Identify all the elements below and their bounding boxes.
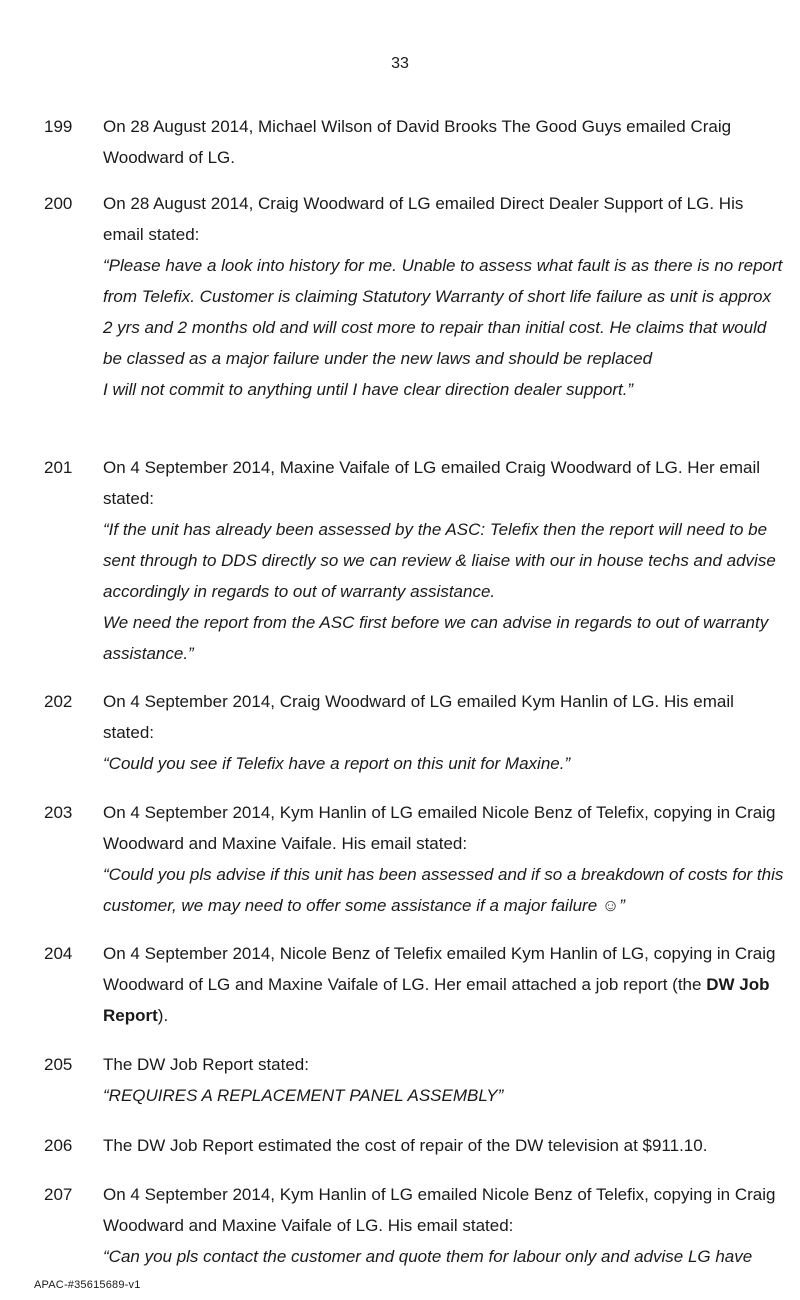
paragraph-text: The DW Job Report stated: bbox=[103, 1055, 309, 1074]
email-quote: “If the unit has already been assessed by the ASC: Telefix then the report will need to be sent through to DDS directly so we can review & liaise with our in house techs and advise accordingly in regards to out of warranty assistance. bbox=[103, 520, 776, 601]
paragraph-text: On 4 September 2014, Nicole Benz of Telefix emailed Kym Hanlin of LG, copying in Craig Woodward of LG and Maxine Vaifale of LG. Her email attached a job report (the bbox=[103, 944, 776, 994]
paragraph-text: The DW Job Report estimated the cost of repair of the DW television at $911.10. bbox=[103, 1136, 708, 1155]
paragraph-text: On 4 September 2014, Kym Hanlin of LG emailed Nicole Benz of Telefix, copying in Craig Woodward and Maxine Vaifale. His email stated: bbox=[103, 803, 776, 853]
document-reference-footer: APAC-#35615689-v1 bbox=[34, 1279, 141, 1291]
paragraph-text: On 28 August 2014, Craig Woodward of LG emailed Direct Dealer Support of LG. His email stated: bbox=[103, 194, 744, 244]
email-quote: “Please have a look into history for me. Unable to assess what fault is as there is no report from Telefix. Customer is claiming Statutory Warranty of short life failure as unit is approx 2 yrs and 2 months old and will cost more to repair than initial cost. He claims that would be classed as a major failure under the new laws and should be replaced bbox=[103, 256, 783, 368]
email-quote: “Can you pls contact the customer and quote them for labour only and advise LG have bbox=[103, 1247, 753, 1266]
email-quote: “REQUIRES A REPLACEMENT PANEL ASSEMBLY” bbox=[103, 1086, 504, 1105]
paragraph-number: 202 bbox=[44, 692, 73, 711]
paragraph-text: On 28 August 2014, Michael Wilson of David Brooks The Good Guys emailed Craig Woodward of LG. bbox=[103, 117, 732, 167]
paragraph-text-tail: ). bbox=[157, 1006, 169, 1025]
paragraph-number: 204 bbox=[44, 944, 73, 963]
email-quote-continued: I will not commit to anything until I have clear direction dealer support.” bbox=[103, 380, 634, 399]
page-number: 33 bbox=[391, 55, 409, 72]
defined-term: DW Job Report bbox=[103, 975, 770, 1025]
paragraph-number: 206 bbox=[44, 1136, 73, 1155]
paragraph-205 bbox=[44, 1049, 784, 1111]
paragraph-203 bbox=[44, 797, 784, 921]
paragraph-207 bbox=[44, 1179, 784, 1272]
paragraph-number: 199 bbox=[44, 117, 73, 136]
paragraph-201 bbox=[44, 452, 784, 669]
email-quote-continued: We need the report from the ASC first before we can advise in regards to out of warranty assistance.” bbox=[103, 613, 769, 663]
paragraph-text: On 4 September 2014, Kym Hanlin of LG emailed Nicole Benz of Telefix, copying in Craig Woodward and Maxine Vaifale of LG. His email stated: bbox=[103, 1185, 776, 1235]
email-quote: “Could you pls advise if this unit has been assessed and if so a breakdown of costs for this customer, we may need to offer some assistance if a major failure ☺” bbox=[103, 865, 784, 915]
paragraph-number: 201 bbox=[44, 458, 73, 477]
paragraph-number: 200 bbox=[44, 194, 73, 213]
paragraph-number: 203 bbox=[44, 803, 73, 822]
paragraph-204 bbox=[44, 938, 784, 1031]
email-quote: “Could you see if Telefix have a report on this unit for Maxine.” bbox=[103, 754, 571, 773]
paragraph-text: On 4 September 2014, Maxine Vaifale of LG emailed Craig Woodward of LG. Her email stated: bbox=[103, 458, 761, 508]
paragraph-206 bbox=[44, 1130, 784, 1161]
paragraph-202 bbox=[44, 686, 784, 779]
paragraph-200 bbox=[44, 188, 784, 405]
paragraph-number: 207 bbox=[44, 1185, 73, 1204]
paragraph-number: 205 bbox=[44, 1055, 73, 1074]
paragraph-199 bbox=[44, 111, 784, 173]
paragraph-text: On 4 September 2014, Craig Woodward of LG emailed Kym Hanlin of LG. His email stated: bbox=[103, 692, 734, 742]
